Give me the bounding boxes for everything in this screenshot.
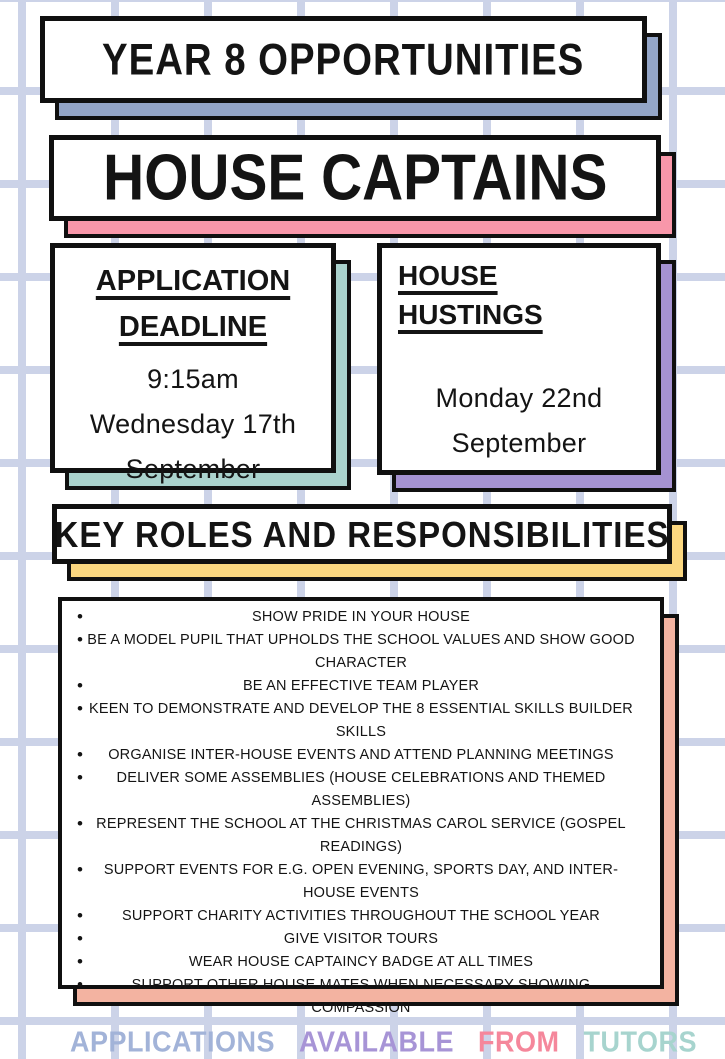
role-item-text: WEAR HOUSE CAPTAINCY BADGE AT ALL TIMES [188, 954, 534, 970]
hustings-line: September [451, 428, 587, 459]
role-item-text: SUPPORT EVENTS FOR E.G. OPEN EVENING, SPORTS DAY, AND INTER-HOUSE EVENTS [103, 862, 619, 901]
bullet-icon: • [77, 906, 84, 925]
role-item-text: SUPPORT OTHER HOUSE MATES WHEN NECESSARY SHOWING COMPASSION [131, 977, 591, 1016]
house-hustings-lines [436, 376, 603, 466]
role-item-text: KEEN TO DEMONSTRATE AND DEVELOP THE 8 ESSENTIAL SKILLS BUILDER SKILLS [89, 701, 633, 740]
bullet-icon: • [77, 630, 84, 649]
bullet-icon: • [77, 860, 84, 879]
footer-word: AVAILABLE [299, 1026, 455, 1058]
roles-list-face [58, 597, 698, 1058]
key-roles-banner-card [52, 504, 672, 564]
bullet-icon: • [77, 975, 84, 994]
role-item-text: REPRESENT THE SCHOOL AT THE CHRISTMAS CAROL SERVICE (GOSPEL READINGS) [96, 816, 626, 855]
role-list-item [77, 859, 638, 905]
banner-house-captains-title: HOUSE CAPTAINS [102, 141, 608, 214]
role-list-item [77, 767, 638, 813]
application-deadline-card [50, 243, 336, 484]
roles-list-card [58, 597, 698, 1058]
bullet-icon: • [77, 745, 84, 764]
application-deadline-lines [90, 357, 296, 492]
application-deadline-face [50, 243, 336, 484]
role-list-item [77, 974, 638, 1020]
key-roles-banner-face [52, 504, 672, 564]
role-item-text: SHOW PRIDE IN YOUR HOUSE [251, 609, 471, 625]
bullet-icon: • [77, 607, 84, 626]
bullet-icon: • [77, 929, 84, 948]
footer-word: TUTORS [583, 1026, 698, 1058]
role-list-item [77, 698, 638, 744]
role-item-text: BE A MODEL PUPIL THAT UPHOLDS THE SCHOOL VALUES AND SHOW GOOD CHARACTER [87, 632, 635, 671]
footer-word: APPLICATIONS [70, 1026, 276, 1058]
banner-year8-face [40, 16, 647, 103]
deadline-line: Wednesday 17th [89, 408, 297, 439]
house-hustings-card [377, 243, 661, 475]
role-item-text: SUPPORT CHARITY ACTIVITIES THROUGHOUT THE SCHOOL YEAR [122, 908, 600, 924]
role-list-item [77, 744, 638, 767]
role-item-text: BE AN EFFECTIVE TEAM PLAYER [242, 678, 480, 694]
house-hustings-face [377, 243, 661, 475]
role-item-text: ORGANISE INTER-HOUSE EVENTS AND ATTEND PLANNING MEETINGS [108, 747, 614, 763]
bullet-icon: • [77, 814, 84, 833]
role-list-item [77, 928, 638, 951]
role-list-item [77, 675, 638, 698]
banner-year8-card [40, 16, 647, 103]
bullet-icon: • [77, 952, 84, 971]
house-hustings-heading: HOUSE HUSTINGS [398, 260, 543, 331]
role-list-item [77, 629, 638, 675]
deadline-line: 9:15am [147, 363, 239, 394]
bullet-icon: • [77, 768, 84, 787]
footer-word: FROM [478, 1026, 560, 1058]
role-list-item [77, 951, 638, 974]
banner-house-captains-face [49, 135, 661, 221]
banner-year8-title: YEAR 8 OPPORTUNITIES [102, 34, 585, 85]
bullet-icon: • [77, 676, 84, 695]
hustings-line: Monday 22nd [435, 383, 603, 414]
key-roles-banner-title: KEY ROLES AND RESPONSIBILITIES [54, 513, 670, 555]
application-deadline-heading: APPLICATION DEADLINE [95, 265, 291, 344]
role-list-item [77, 813, 638, 859]
bullet-icon: • [77, 699, 84, 718]
roles-list [62, 606, 660, 1020]
role-item-text: GIVE VISITOR TOURS [283, 931, 439, 947]
applications-footer [62, 1026, 698, 1059]
deadline-line: September [125, 453, 261, 484]
banner-house-captains-card [49, 135, 661, 221]
role-item-text: DELIVER SOME ASSEMBLIES (HOUSE CELEBRATIONS AND THEMED ASSEMBLIES) [116, 770, 606, 809]
role-list-item [77, 905, 638, 928]
role-list-item [77, 606, 638, 629]
